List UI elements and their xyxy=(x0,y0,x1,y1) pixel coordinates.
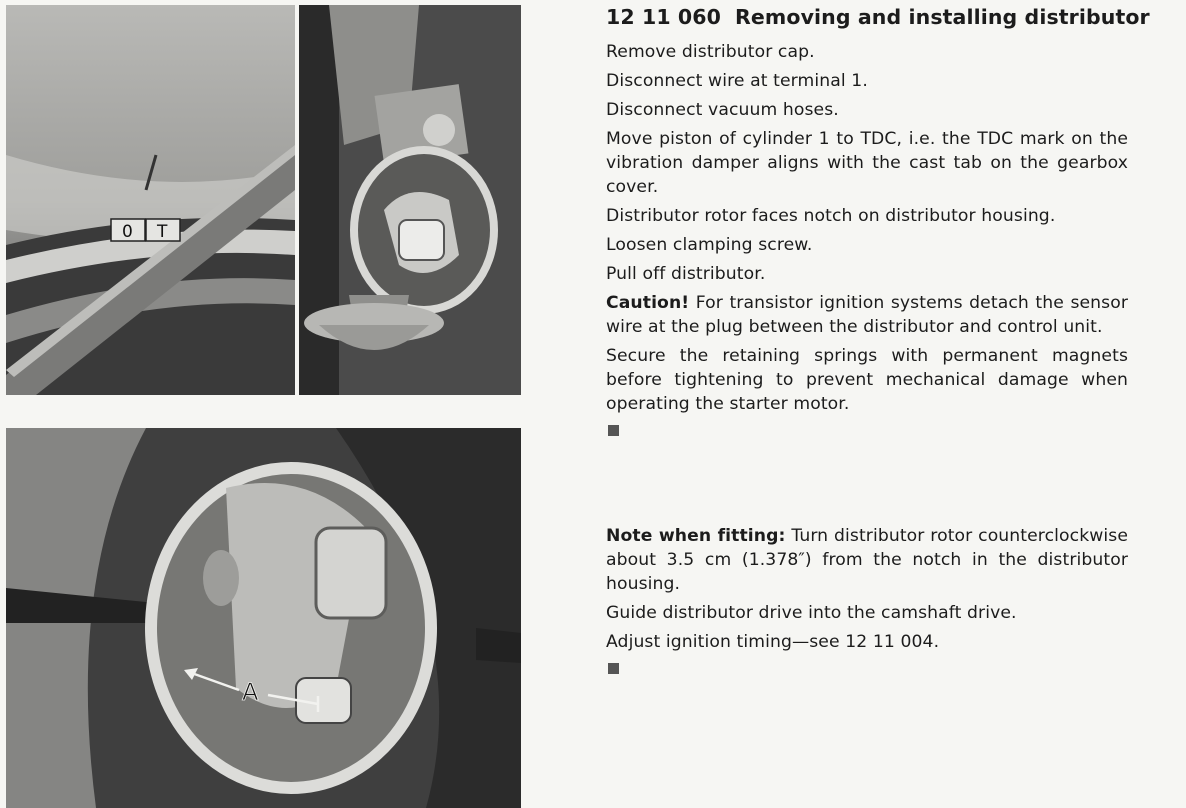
step-loosen-screw: Loosen clamping screw. xyxy=(606,235,813,255)
caution-label: Caution! xyxy=(606,293,690,313)
distributor-photo xyxy=(299,5,521,395)
section-heading xyxy=(606,2,1150,32)
fitting-note-paragraph xyxy=(606,524,1128,596)
timing-mark-zero: 0 xyxy=(122,222,133,242)
step-remove-cap: Remove distributor cap. xyxy=(606,42,815,62)
step-tdc: Move piston of cylinder 1 to TDC, i.e. the TDC mark on the vibration damper aligns with the cast tab on the gearbox cover. xyxy=(606,129,1128,197)
timing-mark-t: T xyxy=(157,222,168,242)
fitting-section xyxy=(606,524,1128,674)
fitting-note-label: Note when fitting: xyxy=(606,526,786,546)
fitting-end-mark xyxy=(608,663,619,674)
caution-text: For transistor ignition systems detach the sensor wire at the plug between the distributor and control unit. xyxy=(606,293,1128,337)
timing-mark-photo xyxy=(6,5,295,395)
instructions-column xyxy=(606,2,1150,674)
step-rotor-notch: Distributor rotor faces notch on distributor housing. xyxy=(606,206,1056,226)
section-end-mark xyxy=(608,425,619,436)
step-disconnect-wire: Disconnect wire at terminal 1. xyxy=(606,71,868,91)
step-disconnect-hoses: Disconnect vacuum hoses. xyxy=(606,100,839,120)
section-title: Removing and installing distributor xyxy=(735,5,1150,29)
secure-springs-note: Secure the retaining springs with permanent magnets before tightening to prevent mechanical damage when operating the starter motor. xyxy=(606,346,1128,414)
marker-a-label: A xyxy=(242,678,259,706)
section-code: 12 11 060 xyxy=(606,5,722,29)
caution-paragraph xyxy=(606,291,1128,339)
step-pull-off: Pull off distributor. xyxy=(606,264,766,284)
step-adjust-timing: Adjust ignition timing—see 12 11 004. xyxy=(606,632,940,652)
fitting-note-text: Turn distributor rotor counterclockwise about 3.5 cm (1.378″) from the notch in the distributor housing. xyxy=(606,526,1129,594)
distributor-detail-photo xyxy=(6,428,521,808)
step-guide-drive: Guide distributor drive into the camshaft drive. xyxy=(606,603,1017,623)
